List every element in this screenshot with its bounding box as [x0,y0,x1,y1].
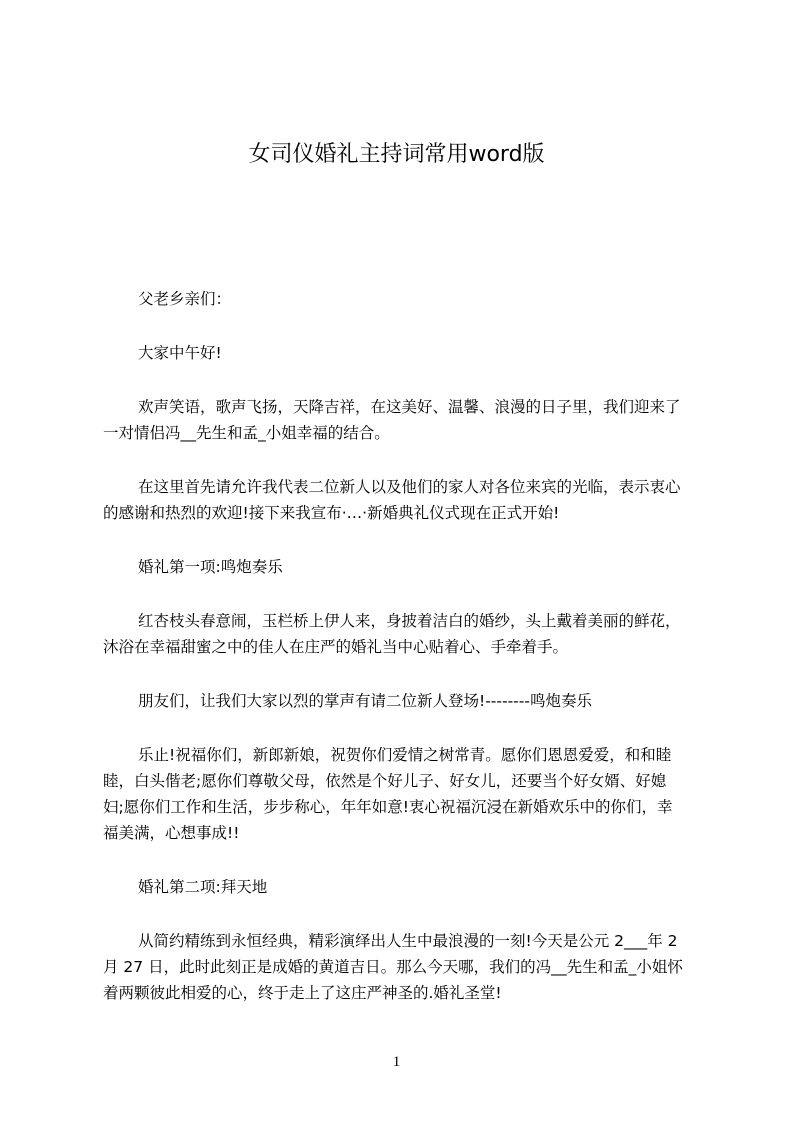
text-line: 婚礼第二项:拜天地 [138,878,268,896]
paragraph [103,742,693,846]
text-line: 的感谢和热烈的欢迎!接下来我宣布·…·新婚典礼仪式现在正式开始! [103,504,560,522]
document-title: 女司仪婚礼主持词常用word版 [248,142,545,167]
text-line: 一对情侣冯__先生和孟_小姐幸福的结合。 [103,424,390,442]
text-line: 父老乡亲们： [138,290,232,308]
page-number: 1 [392,1054,401,1070]
text-line: 福美满，心想事成!! [103,824,240,842]
paragraph [103,474,693,526]
text-line: 乐止!祝福你们，新郎新娘，祝贺你们爱情之树常青。愿你们恩恩爱爱，和和睦 [138,746,672,764]
paragraph [103,394,693,446]
paragraph [103,928,693,1006]
text-line: 着两颗彼此相爱的心，终于走上了这庄严神圣的.婚礼圣堂! [103,984,502,1002]
paragraph [103,340,693,366]
text-line: 欢声笑语，歌声飞扬，天降吉祥，在这美好、温馨、浪漫的日子里，我们迎来了 [138,398,681,416]
section-heading [103,874,693,900]
paragraph [103,286,693,312]
text-line: 朋友们，让我们大家以烈的掌声有请二位新人登场!--------鸣炮奏乐 [138,692,592,710]
text-line: 月 27 日，此时此刻正是成婚的黄道吉日。那么今天哪，我们的冯__先生和孟_小姐怀 [103,958,683,976]
text-line: 睦，白头偕老;愿你们尊敬父母，依然是个好儿子、好女儿，还要当个好女婿、好媳 [103,772,667,790]
document-body [103,286,693,1034]
text-line: 大家中午好! [138,344,222,362]
text-line: 红杏枝头春意闹，玉栏桥上伊人来，身披着洁白的婚纱，头上戴着美丽的鲜花， [138,612,681,630]
text-line: 沐浴在幸福甜蜜之中的佳人在庄严的婚礼当中心贴着心、手牵着手。 [103,638,569,656]
text-line: 婚礼第一项:鸣炮奏乐 [138,558,283,576]
section-heading [103,554,693,580]
text-line: 妇;愿你们工作和生活，步步称心，年年如意!衷心祝福沉浸在新婚欢乐中的你们，幸 [103,798,673,816]
paragraph [103,688,693,714]
text-line: 从简约精练到永恒经典，精彩演绎出人生中最浪漫的一刻!今天是公元 2___年 2 [138,932,678,950]
text-line: 在这里首先请允许我代表二位新人以及他们的家人对各位来宾的光临，表示衷心 [138,478,681,496]
paragraph [103,608,693,660]
